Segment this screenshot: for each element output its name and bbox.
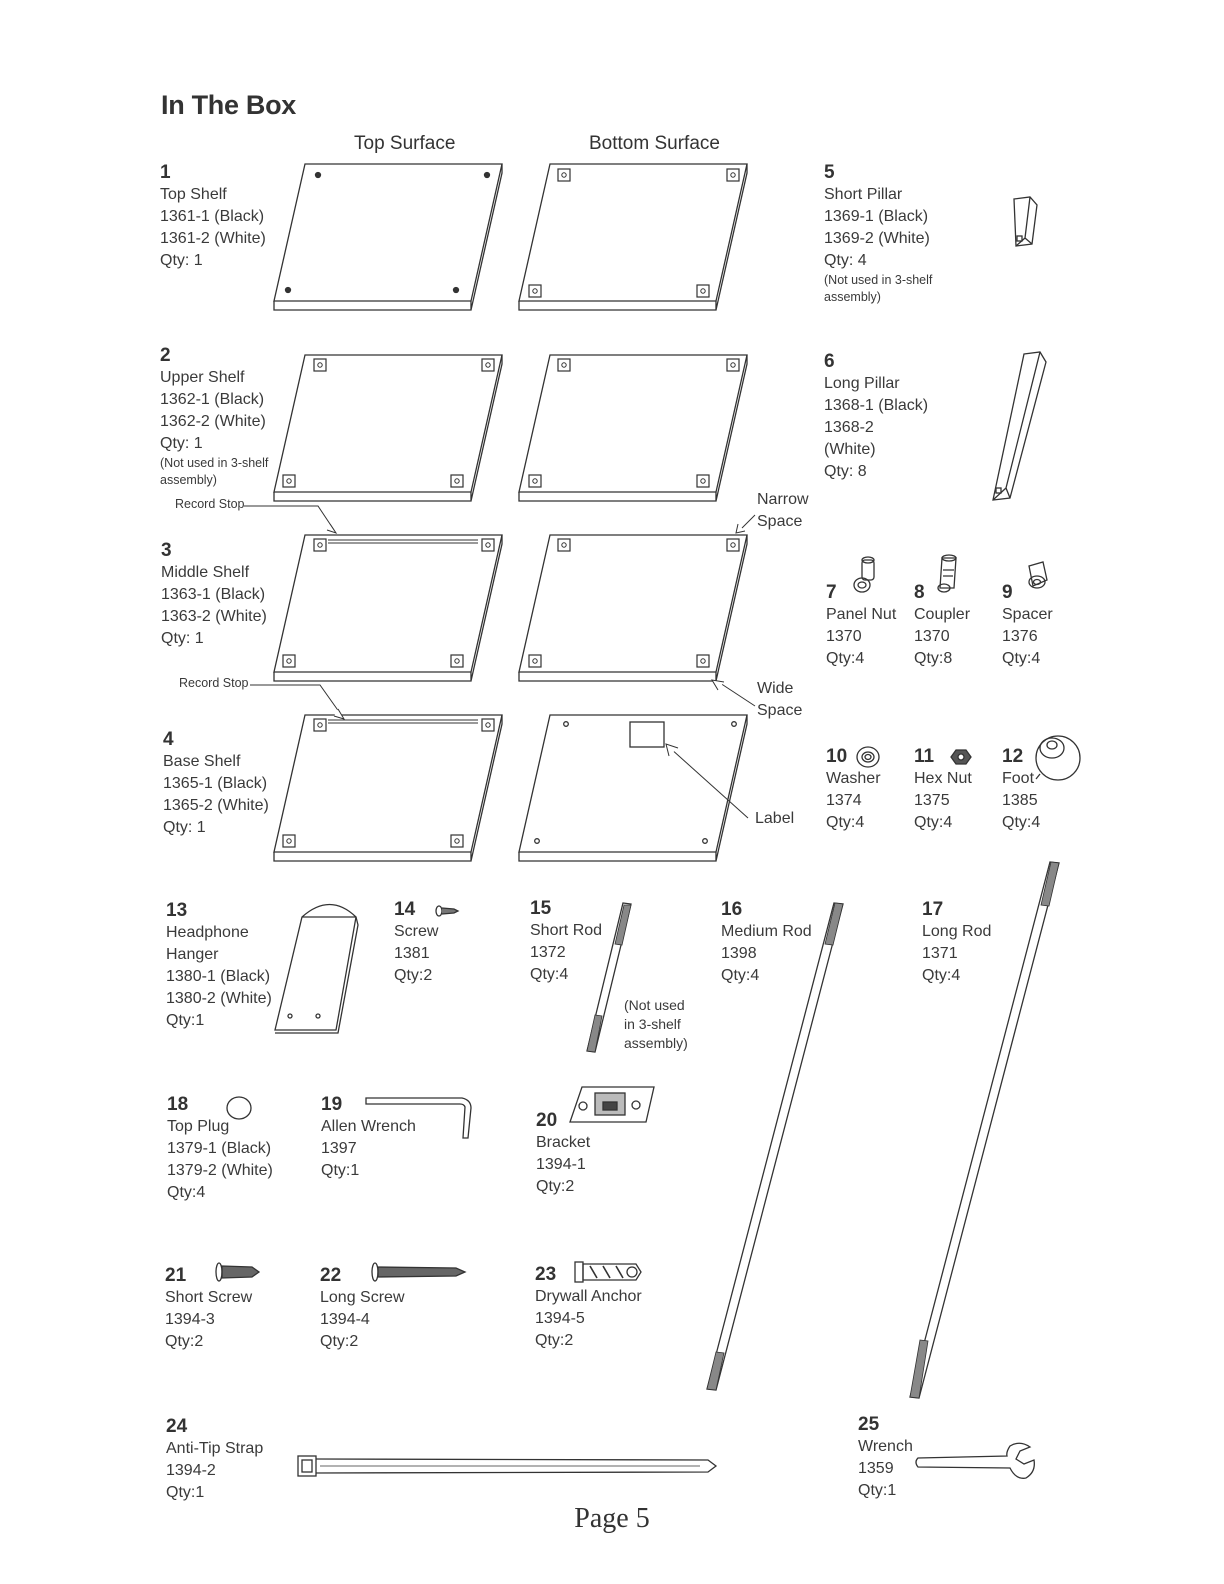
part-code: 1397 xyxy=(321,1140,357,1157)
shelf-2-top-surface-drawing xyxy=(274,355,502,501)
part-qty: Qty: 1 xyxy=(161,630,204,647)
part-code: 1394-2 xyxy=(166,1462,216,1479)
part-name: Top Plug xyxy=(167,1118,230,1135)
callout-label: Label xyxy=(755,810,795,827)
part-number: 7 xyxy=(826,582,837,603)
part-number: 25 xyxy=(858,1414,880,1435)
part-number: 17 xyxy=(922,899,944,920)
part-name: Wrench xyxy=(858,1438,913,1455)
part-code-black: 1361-1 (Black) xyxy=(160,208,265,225)
part-name: Top Shelf xyxy=(160,186,227,203)
part-number: 23 xyxy=(535,1264,557,1285)
part-qty: Qty:1 xyxy=(166,1012,205,1029)
part-name: Washer xyxy=(826,770,881,787)
part-qty: Qty:2 xyxy=(320,1333,359,1350)
part-number: 21 xyxy=(165,1265,187,1286)
part-qty: Qty:2 xyxy=(536,1178,575,1195)
top-plug-icon xyxy=(227,1097,251,1119)
part-qty: Qty: 1 xyxy=(160,252,203,269)
part-code-black: 1379-1 (Black) xyxy=(167,1140,272,1157)
short-pillar-drawing xyxy=(1014,197,1037,246)
part-number: 11 xyxy=(914,746,935,767)
part-note: (Not used in 3-shelf assembly) xyxy=(160,456,269,487)
part-code-white: 1361-2 (White) xyxy=(160,230,266,247)
part-number: 10 xyxy=(826,746,848,767)
shelf-3-top-surface-drawing xyxy=(274,535,502,681)
spacer-icon xyxy=(1029,562,1047,588)
part-name: Panel Nut xyxy=(826,606,897,623)
part-name: Medium Rod xyxy=(721,923,812,940)
part-code: 1385 xyxy=(1002,792,1038,809)
callout-record-stop-2: Record Stop xyxy=(179,676,249,690)
shelf-4-top-surface-drawing xyxy=(274,715,502,861)
part-code: 1372 xyxy=(530,944,566,961)
part-code-black: 1368-1 (Black) xyxy=(824,397,929,414)
part-name: Coupler xyxy=(914,606,971,623)
column-header-bottom-surface: Bottom Surface xyxy=(589,133,720,154)
long-pillar-drawing xyxy=(993,352,1046,500)
part-name: Long Screw xyxy=(320,1289,405,1306)
part-code: 1394-4 xyxy=(320,1311,370,1328)
part-qty: Qty: 1 xyxy=(163,819,206,836)
part-name: Hex Nut xyxy=(914,770,972,787)
part-code-white: 1363-2 (White) xyxy=(161,608,267,625)
part-qty: Qty:4 xyxy=(922,967,961,984)
part-code: 1398 xyxy=(721,945,757,962)
part-code: 1374 xyxy=(826,792,862,809)
part-number: 22 xyxy=(320,1265,342,1286)
part-code-white: 1368-2 xyxy=(824,419,874,436)
part-code-white: 1380-2 (White) xyxy=(166,990,272,1007)
part-qty: Qty: 8 xyxy=(824,463,867,480)
part-code-white: 1362-2 (White) xyxy=(160,413,266,430)
part-name: Spacer xyxy=(1002,606,1053,623)
bracket-icon xyxy=(570,1087,654,1122)
part-number: 24 xyxy=(166,1416,188,1437)
callout-narrow-line-1: Narrow xyxy=(757,491,809,508)
headphone-hanger-drawing xyxy=(275,905,358,1034)
part-qty: Qty:2 xyxy=(535,1332,574,1349)
part-code: 1370 xyxy=(826,628,862,645)
part-name: Base Shelf xyxy=(163,753,241,770)
part-code: 1375 xyxy=(914,792,950,809)
part-code-white: 1365-2 (White) xyxy=(163,797,269,814)
part-number: 9 xyxy=(1002,582,1013,603)
part-code: 1359 xyxy=(858,1460,894,1477)
part-code-white: 1379-2 (White) xyxy=(167,1162,273,1179)
part-number: 3 xyxy=(161,540,172,561)
part-qty: Qty:4 xyxy=(1002,814,1041,831)
hex-nut-icon xyxy=(951,750,971,764)
drywall-anchor-icon xyxy=(575,1262,641,1282)
shelf-2-bottom-surface-drawing xyxy=(519,355,747,501)
part-code: 1394-1 xyxy=(536,1156,586,1173)
allen-wrench-icon xyxy=(366,1098,471,1138)
part-name: Short Rod xyxy=(530,922,603,939)
short-screw-icon xyxy=(216,1263,259,1281)
part-code-black: 1369-1 (Black) xyxy=(824,208,929,225)
part-name: Screw xyxy=(394,923,439,940)
shelf-3-bottom-surface-drawing xyxy=(519,535,747,681)
part-number: 12 xyxy=(1002,746,1024,767)
part-qty: Qty:2 xyxy=(165,1333,204,1350)
part-number: 14 xyxy=(394,899,416,920)
part-qty: Qty:4 xyxy=(167,1184,206,1201)
part-name: Short Screw xyxy=(165,1289,253,1306)
part-number: 19 xyxy=(321,1094,343,1115)
page-title: In The Box xyxy=(161,90,297,120)
part-code-black: 1362-1 (Black) xyxy=(160,391,265,408)
part-name: Drywall Anchor xyxy=(535,1288,642,1305)
part-qty: Qty:1 xyxy=(321,1162,360,1179)
shelf-4-bottom-surface-drawing xyxy=(519,715,747,861)
callout-narrow-line-2: Space xyxy=(757,513,803,530)
shelf-1-top-surface-drawing xyxy=(274,164,502,310)
part-code: 1371 xyxy=(922,945,958,962)
part-number: 5 xyxy=(824,162,835,183)
column-header-top-surface: Top Surface xyxy=(354,133,456,154)
part-qty: Qty:1 xyxy=(858,1482,897,1499)
screw-icon xyxy=(436,906,458,916)
part-number: 1 xyxy=(160,162,171,183)
part-number: 8 xyxy=(914,582,925,603)
part-code: 1381 xyxy=(394,945,430,962)
part-name: Foot xyxy=(1002,770,1035,787)
callout-wide-line-2: Space xyxy=(757,702,803,719)
part-code-black: 1380-1 (Black) xyxy=(166,968,271,985)
page-number: Page 5 xyxy=(574,1503,650,1534)
part-qty: Qty: 4 xyxy=(824,252,867,269)
part-name: Bracket xyxy=(536,1134,591,1151)
part-qty: Qty:1 xyxy=(166,1484,205,1501)
part-number: 18 xyxy=(167,1094,189,1115)
wrench-drawing xyxy=(916,1443,1034,1478)
long-screw-icon xyxy=(372,1263,465,1281)
part-name: Short Pillar xyxy=(824,186,903,203)
part-number: 15 xyxy=(530,898,552,919)
part-name: Allen Wrench xyxy=(321,1118,416,1135)
part-code: 1370 xyxy=(914,628,950,645)
callout-wide-line-1: Wide xyxy=(757,680,794,697)
foot-icon xyxy=(1036,736,1080,780)
anti-tip-strap-drawing xyxy=(298,1456,716,1476)
washer-icon xyxy=(857,747,879,767)
shelf-1-bottom-surface-drawing xyxy=(519,164,747,310)
part-qty: Qty:4 xyxy=(826,650,865,667)
part-qty: Qty:8 xyxy=(914,650,953,667)
part-number: 4 xyxy=(163,729,174,750)
part-number: 6 xyxy=(824,351,835,372)
part-code: 1394-5 xyxy=(535,1310,585,1327)
panel-nut-icon xyxy=(854,557,874,592)
part-code-black: 1365-1 (Black) xyxy=(163,775,268,792)
part-15-note: (Not used in 3-shelf assembly) xyxy=(624,997,688,1051)
part-number: 2 xyxy=(160,345,171,366)
long-rod-drawing xyxy=(910,862,1059,1398)
part-qty: Qty:4 xyxy=(530,966,569,983)
part-code-white-label: (White) xyxy=(824,441,876,458)
part-qty: Qty:4 xyxy=(1002,650,1041,667)
part-name: Long Rod xyxy=(922,923,992,940)
callout-record-stop-1: Record Stop xyxy=(175,497,245,511)
coupler-icon xyxy=(938,555,956,592)
medium-rod-drawing xyxy=(707,903,843,1390)
part-name: Headphone xyxy=(166,924,249,941)
part-code: 1394-3 xyxy=(165,1311,215,1328)
part-name-2: Hanger xyxy=(166,946,219,963)
part-name: Anti-Tip Strap xyxy=(166,1440,264,1457)
short-rod-drawing xyxy=(587,903,631,1052)
part-number: 16 xyxy=(721,899,743,920)
part-code-white: 1369-2 (White) xyxy=(824,230,930,247)
part-code: 1376 xyxy=(1002,628,1038,645)
part-qty: Qty:4 xyxy=(914,814,953,831)
part-number: 20 xyxy=(536,1110,558,1131)
part-qty: Qty:4 xyxy=(826,814,865,831)
part-name: Upper Shelf xyxy=(160,369,245,386)
part-qty: Qty: 1 xyxy=(160,435,203,452)
part-note: (Not used in 3-shelf assembly) xyxy=(824,273,933,304)
part-qty: Qty:2 xyxy=(394,967,433,984)
part-name: Middle Shelf xyxy=(161,564,250,581)
part-number: 13 xyxy=(166,900,188,921)
part-name: Long Pillar xyxy=(824,375,900,392)
part-code-black: 1363-1 (Black) xyxy=(161,586,266,603)
part-qty: Qty:4 xyxy=(721,967,760,984)
